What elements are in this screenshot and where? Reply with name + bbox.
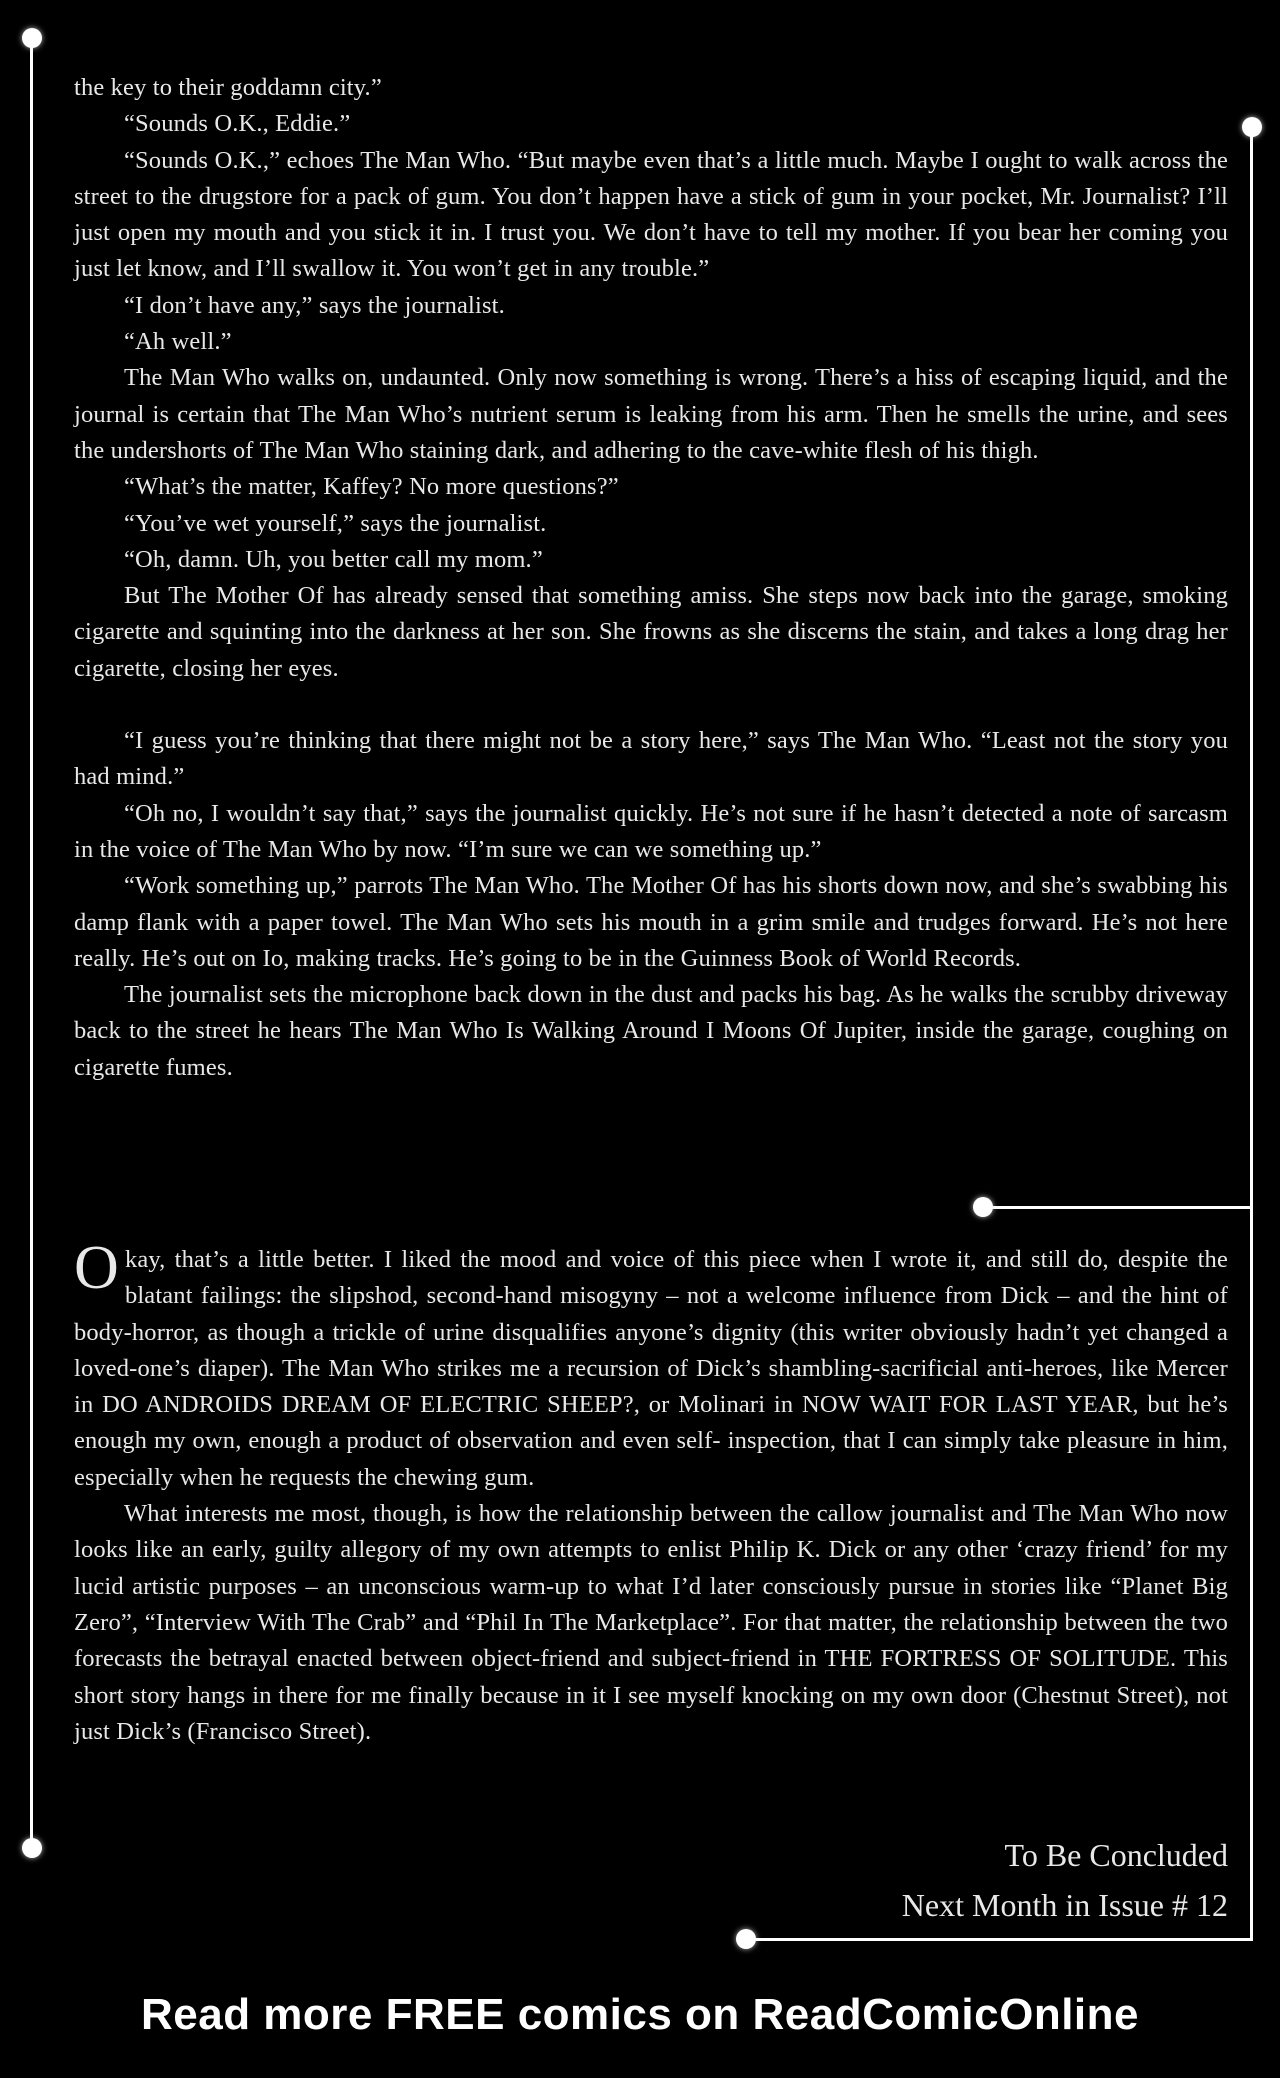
footer-banner[interactable]: Read more FREE comics on ReadComicOnline bbox=[140, 1990, 1139, 2039]
right-top-dot bbox=[1242, 117, 1262, 137]
mid-horizontal-line bbox=[984, 1206, 1253, 1209]
story-paragraph: The journalist sets the microphone back down in the dust and packs his bag. As he walks the scrubby driveway back to the street he hears The Man Who Is Walking Around I Moons Of Jupiter, inside the garage, coughing on cigarette fumes. bbox=[74, 981, 1228, 1081]
commentary-first-text: kay, that’s a little better. I liked the mood and voice of this piece when I wrote it, and still do, despite the blatant failings: the slipshod, second-hand misogyny – not a welcome influence from Dick – and the hint of body-horror, as though a trickle of urine disqualifies anyone’s dignity (this writer obviously hadn’t yet changed a loved-one’s diaper). The Man Who strikes me a recursion of Dick’s shambling-sacrificial anti-heroes, like Mercer in DO ANDROIDS DREAM OF ELECTRIC SHEEP?, or Molinari in NOW WAIT FOR LAST YEAR, but he’s enough my own, enough a product of observation and even self- inspection, that I can simply take pleasure in him, especially when he requests the chewing gum. bbox=[74, 1246, 1228, 1491]
story-paragraph: “Oh, damn. Uh, you better call my mom.” bbox=[124, 545, 543, 573]
left-top-dot bbox=[22, 28, 42, 48]
drop-cap: O bbox=[74, 1234, 119, 1302]
ending-line-1: To Be Concluded bbox=[1004, 1837, 1228, 1873]
left-border-line bbox=[30, 42, 33, 1848]
ending-line-2: Next Month in Issue # 12 bbox=[901, 1887, 1228, 1923]
story-paragraph: The Man Who walks on, undaunted. Only now something is wrong. There’s a hiss of escaping liquid, and the journal is certain that The Man Who’s nutrient serum is leaking from his arm. Then he smells the urine, and sees the undershorts of The Man Who staining dark, and adhering to the cave-white flesh of his thigh. bbox=[74, 364, 1228, 464]
story-paragraph: “Ah well.” bbox=[124, 328, 232, 356]
right-top-line bbox=[1250, 128, 1253, 1208]
story-paragraph: “Oh no, I wouldn’t say that,” says the journalist quickly. He’s not sure if he hasn’t detected a note of sarcasm in the voice of The Man Who by now. “I’m sure we can we something up.” bbox=[74, 799, 1228, 863]
story-text bbox=[74, 70, 1228, 1086]
bottom-horizontal-line bbox=[748, 1938, 1253, 1941]
mid-left-dot bbox=[973, 1197, 993, 1217]
story-paragraph: “I guess you’re thinking that there might not be a story here,” says The Man Who. “Least not the story you had mind.” bbox=[74, 727, 1228, 791]
bottom-left-dot bbox=[736, 1929, 756, 1949]
story-paragraph: “What’s the matter, Kaffey? No more questions?” bbox=[124, 473, 619, 501]
story-paragraph: But The Mother Of has already sensed that something amiss. She steps now back into the garage, smoking cigarette and squinting into the darkness at her son. She frowns as she discerns the stain, and takes a long drag her cigarette, closing her eyes. bbox=[74, 582, 1228, 682]
commentary-text bbox=[74, 1234, 1228, 1750]
story-paragraph: “Sounds O.K.,” echoes The Man Who. “But maybe even that’s a little much. Maybe I ought to walk across the street to the drugstore for a pack of gum. You don’t happen have a stick of gum in your pocket, Mr. Journalist? I’ll just open my mouth and you stick it in. I trust you. We don’t have to tell my mother. If you bear her coming you just let know, and I’ll swallow it. You won’t get in any trouble.” bbox=[74, 146, 1228, 283]
left-bottom-dot bbox=[22, 1838, 42, 1858]
commentary-paragraph: What interests me most, though, is how the relationship between the callow journalist and The Man Who now looks like an early, guilty allegory of my own attempts to enlist Philip K. Dick or any other ‘crazy friend’ for my lucid artistic purposes – an unconscious warm-up to what I’d later consciously pursue in stories like “Planet Big Zero”, “Interview With The Crab” and “Phil In The Marketplace”. For that matter, the relationship between the two forecasts the betrayal enacted between object-friend and subject-friend in THE FORTRESS OF SOLITUDE. This short story hangs in there for me finally because in it I see myself knocking on my own door (Chestnut Street), not just Dick’s (Francisco Street). bbox=[74, 1500, 1228, 1745]
story-paragraph: the key to their goddamn city.” bbox=[74, 74, 382, 101]
story-paragraph: “Sounds O.K., Eddie.” bbox=[124, 110, 351, 138]
story-paragraph: “Work something up,” parrots The Man Who. The Mother Of has his shorts down now, and she’s swabbing his damp flank with a paper towel. The Man Who sets his mouth in a grim smile and trudges forward. He’s not here really. He’s out on Io, making tracks. He’s going to be in the Guinness Book of World Records. bbox=[74, 872, 1228, 972]
story-paragraph: “You’ve wet yourself,” says the journalist. bbox=[124, 509, 547, 537]
story-paragraph: “I don’t have any,” says the journalist. bbox=[124, 291, 505, 319]
commentary-paragraph bbox=[74, 1234, 1228, 1496]
ending-note bbox=[902, 1830, 1228, 1930]
right-bottom-line bbox=[1250, 1206, 1253, 1941]
